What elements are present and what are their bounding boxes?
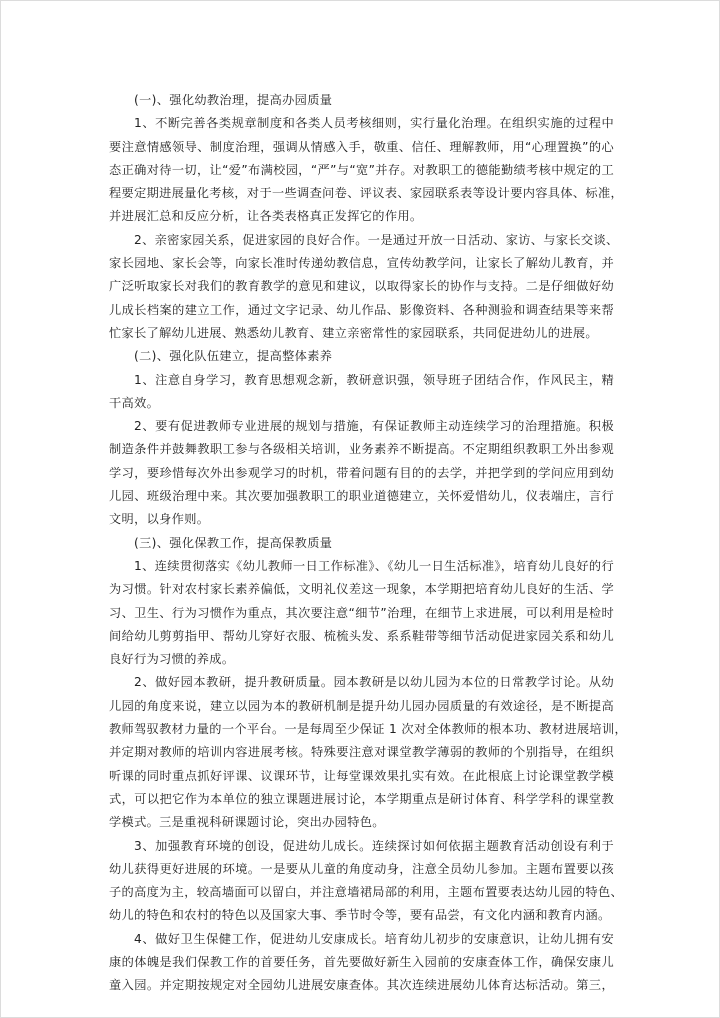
text-line: 干高效。 (109, 395, 160, 410)
text-line: 1、连续贯彻落实《幼儿教师一日工作标准》、《幼儿一日生活标准》，培育幼儿良好的行 (134, 558, 614, 573)
text-line: 教师驾驭教材力量的一个平台。一是每周至少保证 1 次对全体教师的根本功、教材进展培训， (109, 722, 628, 737)
text-line: 2、做好园本教研，提升教研质量。园本教研是以幼儿园为本位的日常教学讨论。从幼 (134, 675, 614, 690)
text-line: 习、卫生、行为习惯作为重点，其次要注意“细节”治理，在细节上求进展，可以利用是检时 (109, 605, 614, 620)
text-line: 学习，要珍惜每次外出参观学习的时机，带着问题有目的的去学，并把学到的学问应用到幼 (109, 465, 614, 480)
text-line: 并定期对教师的培训内容进展考核。特殊要注意对课堂教学薄弱的教师的个别指导，在组织 (109, 745, 614, 760)
section-heading: (三)、强化保教工作，提高保教质量 (134, 535, 333, 550)
text-line: 听课的同时重点抓好评课、议课环节，让每堂课效果扎实有效。在此根底上讨论课堂教学模 (109, 768, 614, 783)
text-line: 3、加强教育环境的创设，促进幼儿成长。连续探讨如何依据主题教育活动创设有利于 (134, 838, 614, 853)
text-line: 态正确对待一切，让“爱”布满校园，“严”与“宽”并存。对教职工的德能勤绩考核中规定的工 (109, 162, 614, 177)
text-line: 儿园的角度来说，建立以园为本的教研机制是提升幼儿园办园质量的有效途径，是不断提高 (109, 698, 614, 713)
text-line: 1、不断完善各类规章制度和各类人员考核细则，实行量化治理。在组织实施的过程中 (134, 116, 614, 131)
text-line: 家长园地、家长会等，向家长准时传递幼教信息，宣传幼教学问，让家长了解幼儿教育，并 (109, 256, 614, 271)
text-line: 广泛听取家长对我们的教育教学的意见和建议，以取得家长的协作与支持。二是仔细做好幼 (109, 279, 614, 294)
text-line: 忙家长了解幼儿进展、熟悉幼儿教育、建立亲密常性的家园联系，共同促进幼儿的进展。 (109, 325, 598, 340)
text-line: 幼儿获得更好进展的环境。一是要从儿童的角度动身，注意全员幼儿参加。主题布置要以孩 (109, 861, 614, 876)
text-line: 儿成长档案的建立工作，通过文字记录、幼儿作品、影像资料、各种测验和调查结果等来帮 (109, 302, 614, 317)
section-heading: (二)、强化队伍建立，提高整体素养 (134, 349, 333, 364)
text-line: 4、做好卫生保健工作，促进幼儿安康成长。培育幼儿初步的安康意识，让幼儿拥有安 (134, 931, 614, 946)
text-line: 学模式。三是重视科研课题讨论，突出办园特色。 (109, 815, 385, 830)
text-line: 童入园。并定期按规定对全园幼儿进展安康查体。其次连续进展幼儿体育达标活动。第三， (109, 978, 614, 993)
text-line: 式，可以把它作为本单位的独立课题进展讨论，本学期重点是研讨体育、科学学科的课堂教 (109, 791, 614, 806)
text-line: 康的体魄是我们保教工作的首要任务，首先要做好新生入园前的安康查体工作，确保安康儿 (109, 954, 614, 969)
text-line: 儿园、班级治理中来。其次要加强教职工的职业道德建立，关怀爱惜幼儿，仪表端庄，言行 (109, 489, 614, 504)
text-line: 并进展汇总和反应分析，让各类表格真正发挥它的作用。 (109, 209, 423, 224)
text-line: 2、要有促进教师专业进展的规划与措施，有保证教师主动连续学习的治理措施。积极 (134, 419, 614, 434)
document-body (109, 89, 628, 998)
text-line: 程要定期进展量化考核，对于一些调查问卷、评议表、家园联系表等设计要内容具体、标准， (109, 186, 624, 201)
section-heading: (一)、强化幼教治理，提高办园质量 (134, 93, 333, 107)
text-line: 1、注意自身学习，教育思想观念新，教研意识强，领导班子团结合作，作风民主，精 (134, 372, 614, 387)
text-line: 文明，以身作则。 (109, 512, 210, 527)
text-line: 制造条件并鼓舞教职工参与各级相关培训，业务素养不断提高。不定期组织教职工外出参观 (109, 442, 614, 457)
text-line: 为习惯。针对农村家长素养偏低，文明礼仪差这一现象，本学期把培育幼儿良好的生活、学 (109, 582, 614, 597)
text-line: 间给幼儿剪剪指甲、帮幼儿穿好衣服、梳梳头发、系系鞋带等细节活动促进家园关系和幼儿 (109, 628, 614, 643)
text-line: 幼儿的特色和农村的特色以及国家大事、季节时令等，要有品尝，有文化内涵和教育内涵。 (109, 908, 611, 923)
text-line: 要注意情感领导、制度治理，强调从情感入手，敬重、信任、理解教师，用“心理置换”的心 (109, 139, 614, 154)
text-line: 2、亲密家园关系，促进家园的良好合作。一是通过开放一日活动、家访、与家长交谈、 (134, 232, 619, 247)
text-line: 子的高度为主，较高墙面可以留白，并注意墙裙局部的利用，主题布置要表达幼儿园的特色、 (109, 885, 624, 900)
text-line: 良好行为习惯的养成。 (109, 652, 235, 667)
